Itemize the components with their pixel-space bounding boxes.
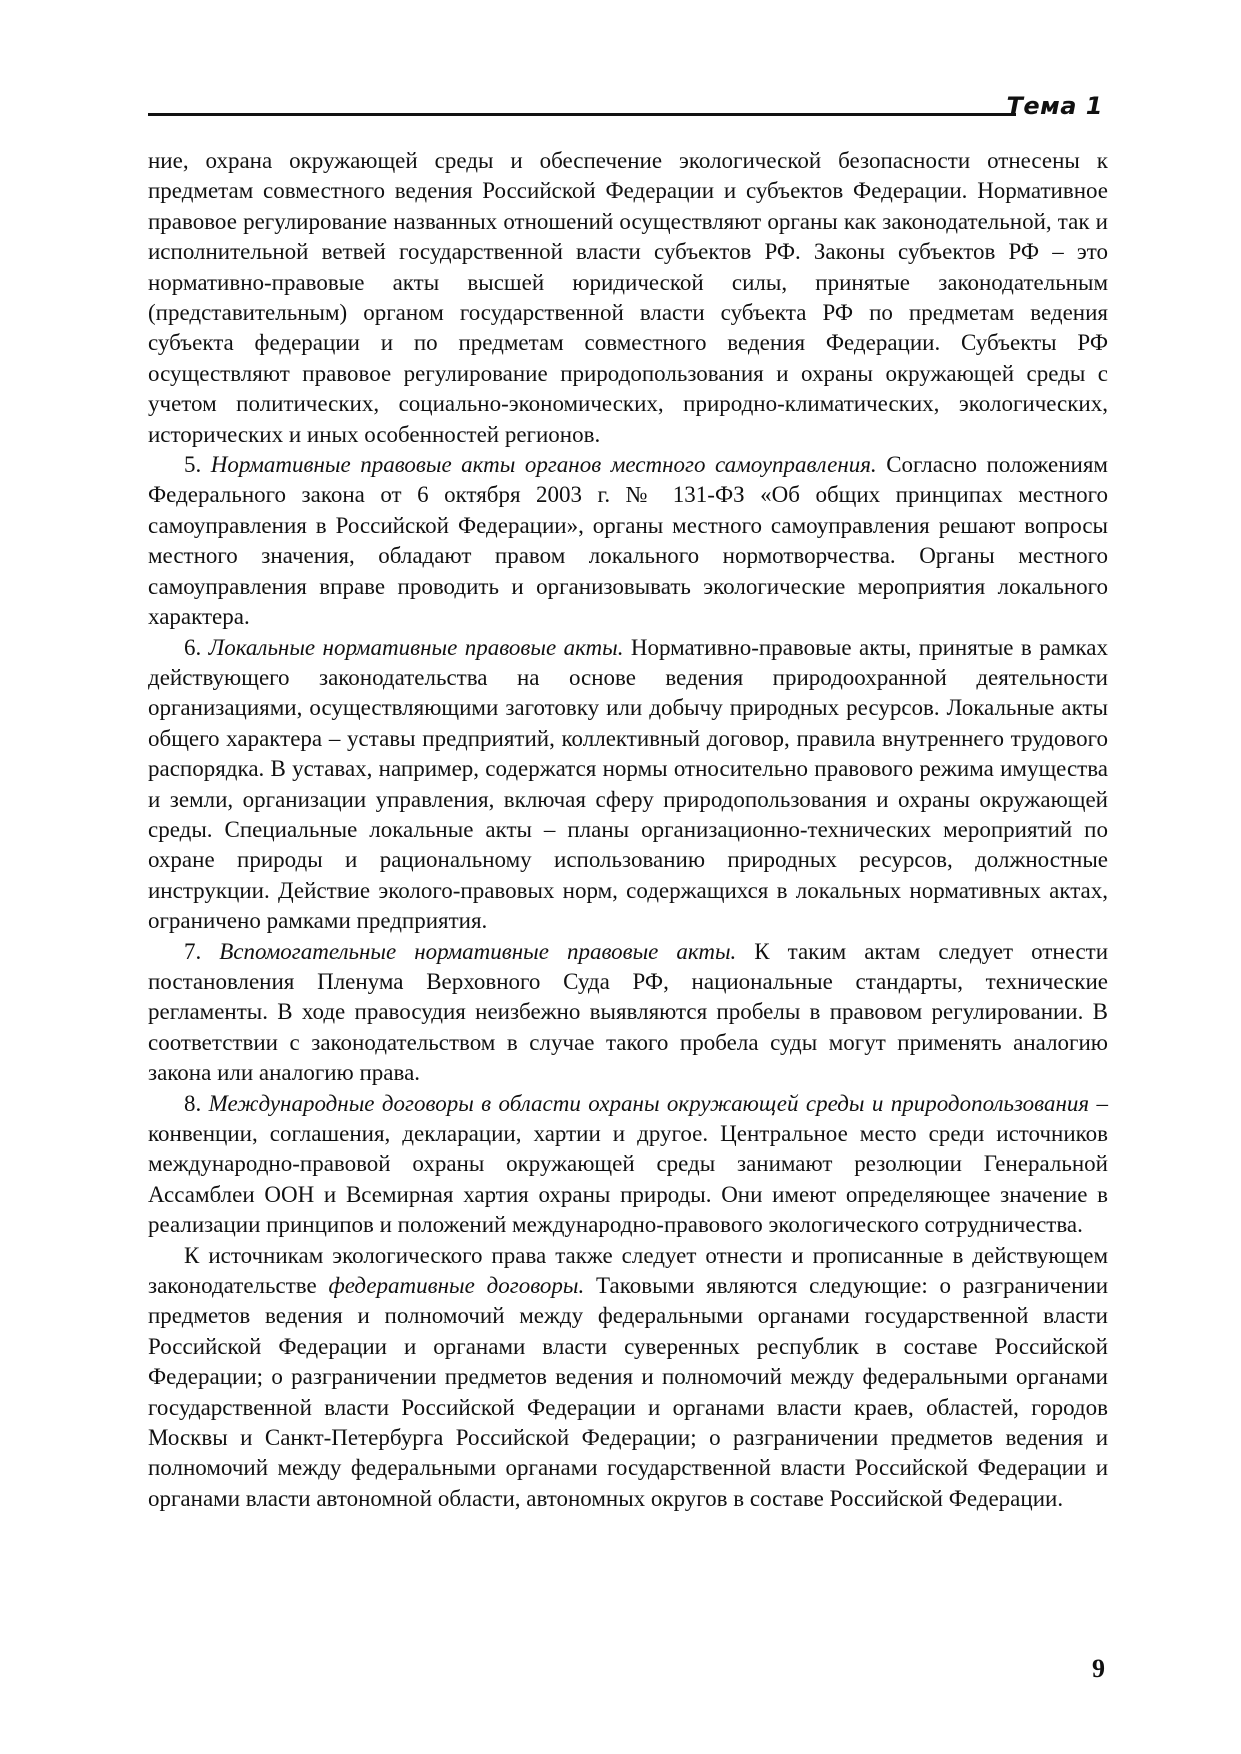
paragraph-text: К таким актам следует отнести постановления Пленума Верховного Суда РФ, национальные стандарты, технические регламенты. В ходе правосудия неизбежно выявляются пробелы в правовом регулировании. В соответствии с законодательством в случае такого пробела суды могут применять аналогию закона или аналогию права. [148, 938, 1109, 1086]
paragraph-item-8 [148, 1089, 1108, 1241]
item-heading: Локальные нормативные правовые акты. [208, 634, 624, 660]
item-heading: Вспомогательные нормативные правовые акты. [219, 938, 737, 964]
paragraph-continuation [148, 146, 1108, 450]
paragraph-text: – конвенции, соглашения, декларации, хартии и другое. Центральное место среди источников международно-правовой охраны окружающей среды занимают резолюции Генеральной Ассамблеи ООН и Всемирная хартия охраны природы. Они имеют определяющее значение в реализации принципов и положений международно-правового экологического сотрудничества. [148, 1090, 1108, 1238]
item-number: 7. [184, 938, 202, 964]
paragraph-text-after: Таковыми являются следующие: о разграничении предметов ведения и полномочий между федеральными органами государственной власти Российской Федерации и органами власти суверенных республик в составе Российской Федерации; о разграничении предметов ведения и полномочий между федеральными органами государственной власти Российской Федерации и органами власти краев, областей, городов Москвы и Санкт-Петербурга Российской Федерации; о разграничении предметов ведения и полномочий между федеральными органами государственной власти Российской Федерации и органами власти автономной области, автономных округов в составе Российской Федерации. [148, 1273, 1109, 1511]
paragraph-text: Согласно положениям Федерального закона от 6 октября 2003 г. № 131-ФЗ «Об общих принципах местного самоуправления в Российской Федерации», органы местного самоуправления решают вопросы местного значения, обладают правом локального нормотворчества. Органы местного самоуправления вправе проводить и организовывать экологические мероприятия локального характера. [148, 452, 1108, 630]
page-number: 9 [1092, 1654, 1105, 1683]
paragraph-text-before: К источникам экологического права также следует отнести и прописанные в действующем законодательстве [148, 1242, 1108, 1299]
paragraph-text: ние, охрана окружающей среды и обеспечение экологической безопасности отнесены к предметам совместного ведения Российской Федерации и субъектов Федерации. Нормативное правовое регулирование названных отношений осуществляют органы как законодательной, так и исполнительной ветвей государственной власти субъектов РФ. Законы субъектов РФ – это нормативно-правовые акты высшей юридической силы, принятые законодательным (представительным) органом государственной власти субъекта РФ по предметам ведения субъекта федерации и по предметам совместного ведения Федерации. Субъекты РФ осуществляют правовое регулирование природопользования и охраны окружающей среды с учетом политических, социально-экономических, природно-климатических, экологических, исторических и иных особенностей регионов. [148, 148, 1108, 447]
item-number: 8. [184, 1090, 202, 1116]
paragraph-text: Нормативно-правовые акты, принятые в рамках действующего законодательства на основе ведения природоохранной деятельности организациями, осуществляющими заготовку или добычу природных ресурсов. Локальные акты общего характера – уставы предприятий, коллективный договор, правила внутреннего трудового распорядка. В уставах, например, содержатся нормы относительно правового режима имущества и земли, организации управления, включая сферу природопользования и охраны окружающей среды. Специальные локальные акты – планы организационно-технических мероприятий по охране природы и рациональному использованию природных ресурсов, должностные инструкции. Действие эколого-правовых норм, содержащихся в локальных нормативных актах, ограничено рамками предприятия. [148, 634, 1108, 934]
running-header-title: Тема 1 [1006, 92, 1103, 120]
item-heading: Нормативные правовые акты органов местного самоуправления. [210, 452, 877, 478]
inline-emphasis: федеративные договоры. [328, 1273, 585, 1299]
paragraph-item-5 [148, 450, 1108, 632]
page-body [148, 146, 1108, 1514]
paragraph-federative-treaties [148, 1241, 1108, 1515]
paragraph-item-6 [148, 633, 1108, 937]
header-rule [148, 113, 1016, 116]
item-heading: Международные договоры в области охраны окружающей среды и природопользования [208, 1090, 1090, 1116]
item-number: 5. [184, 452, 202, 478]
paragraph-item-7 [148, 937, 1108, 1089]
item-number: 6. [184, 634, 202, 660]
